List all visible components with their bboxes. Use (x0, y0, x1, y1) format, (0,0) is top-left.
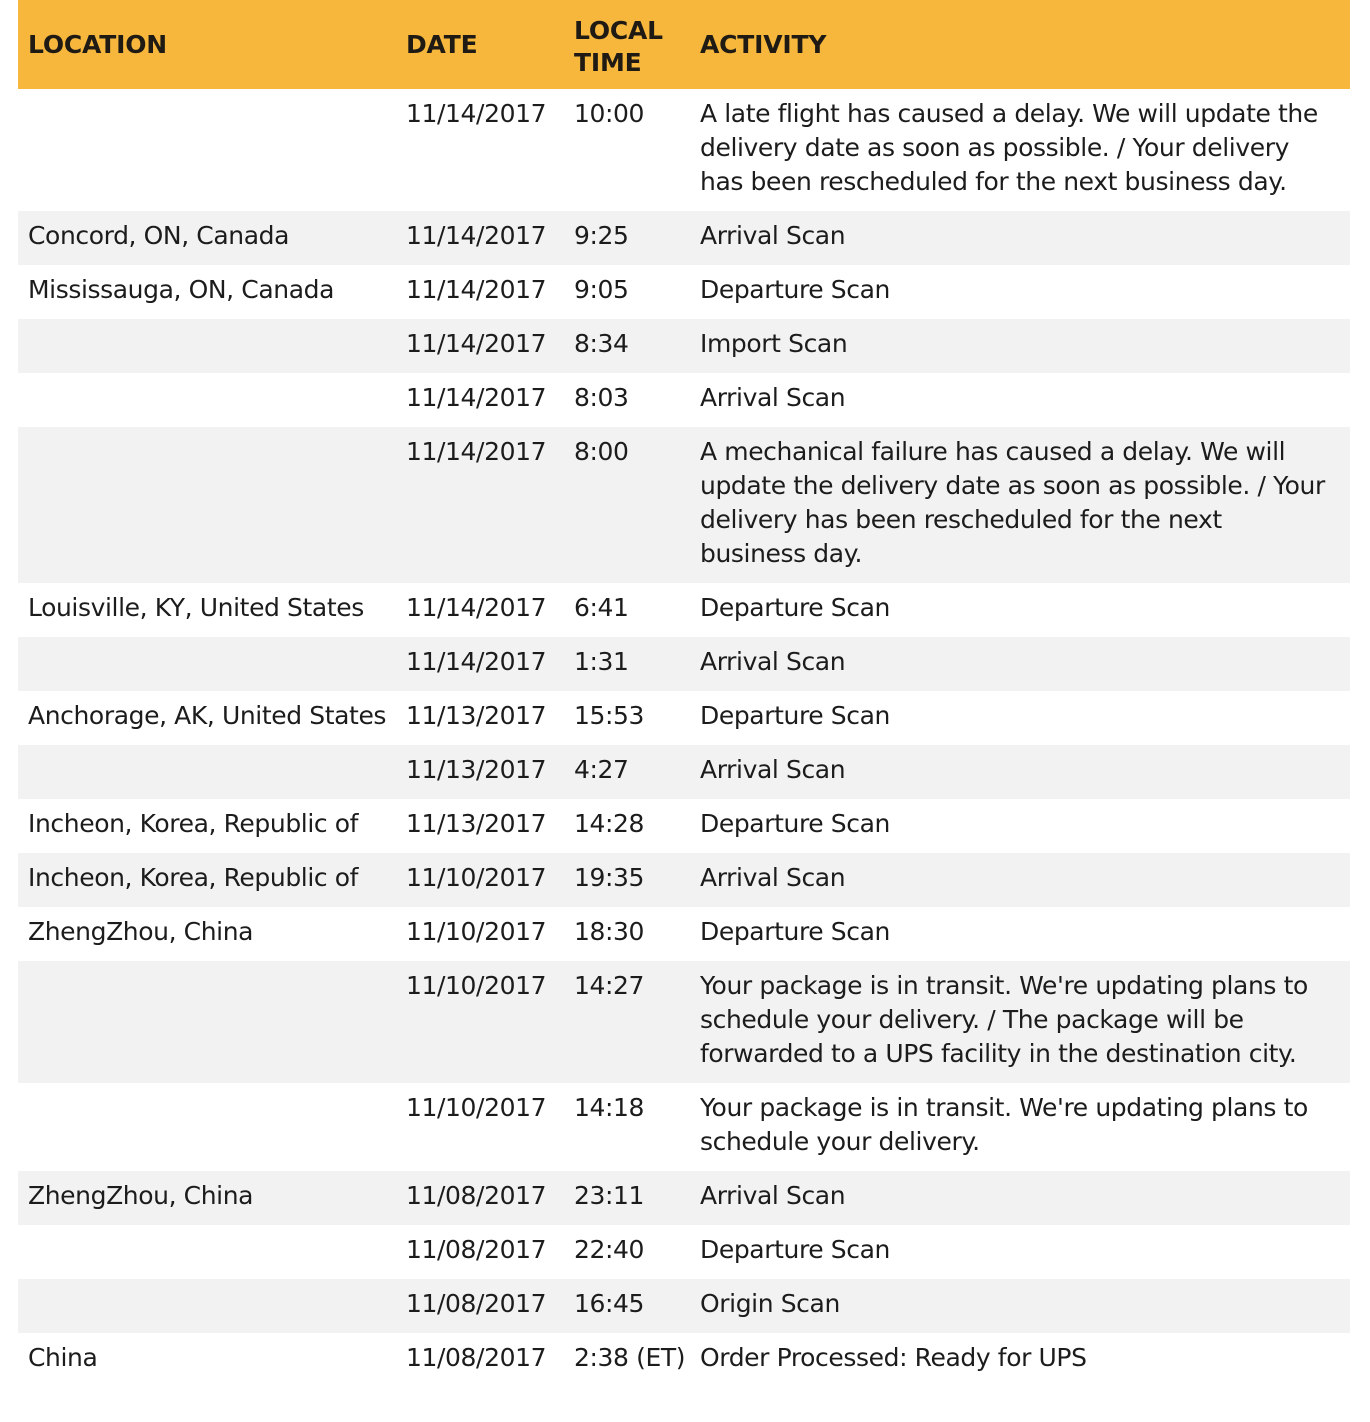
table-row (18, 1225, 1350, 1279)
location-cell (18, 373, 396, 427)
table-row (18, 907, 1350, 961)
date-cell: 11/14/2017 (406, 275, 547, 304)
location-cell: ZhengZhou, China (28, 1181, 254, 1210)
activity-cell: Import Scan (700, 329, 848, 358)
location-cell: Louisville, KY, United States (28, 593, 364, 622)
location-cell: Incheon, Korea, Republic of (28, 863, 359, 892)
local-time-cell: 1:31 (574, 647, 629, 676)
activity-cell: Arrival Scan (700, 221, 846, 250)
local-time-cell: 6:41 (574, 593, 629, 622)
table-row (18, 373, 1350, 427)
date-cell: 11/14/2017 (406, 593, 547, 622)
location-cell (18, 1225, 396, 1279)
location-cell (18, 745, 396, 799)
column-header-date: DATE (406, 29, 478, 59)
table-row (18, 211, 1350, 265)
local-time-cell: 14:28 (574, 809, 645, 838)
location-cell: ZhengZhou, China (28, 917, 254, 946)
date-cell: 11/14/2017 (406, 99, 547, 128)
column-header-local-time (564, 0, 690, 89)
local-time-cell: 22:40 (574, 1235, 645, 1264)
column-header-local-time-line2: TIME (574, 47, 642, 77)
local-time-cell: 15:53 (574, 701, 645, 730)
date-cell: 11/08/2017 (406, 1181, 547, 1210)
local-time-cell: 9:05 (574, 275, 629, 304)
table-row (18, 745, 1350, 799)
activity-cell: Departure Scan (700, 1235, 890, 1264)
activity-cell: Arrival Scan (700, 647, 846, 676)
local-time-cell: 19:35 (574, 863, 645, 892)
local-time-cell: 10:00 (574, 99, 645, 128)
activity-cell: Departure Scan (700, 593, 890, 622)
date-cell: 11/10/2017 (406, 1093, 547, 1122)
local-time-cell: 4:27 (574, 755, 629, 784)
activity-cell: Order Processed: Ready for UPS (700, 1343, 1087, 1372)
table-row (18, 853, 1350, 907)
local-time-cell: 8:00 (574, 437, 629, 466)
local-time-cell: 8:03 (574, 383, 629, 412)
table-row (18, 799, 1350, 853)
location-cell (18, 319, 396, 373)
local-time-cell: 2:38 (ET) (574, 1343, 686, 1372)
table-row (18, 319, 1350, 373)
shipment-progress-table (18, 0, 1350, 1387)
activity-cell: Your package is in transit. We're updating plans to schedule your delivery. (700, 1093, 1308, 1156)
date-cell: 11/13/2017 (406, 755, 547, 784)
activity-cell: Departure Scan (700, 275, 890, 304)
date-cell: 11/10/2017 (406, 863, 547, 892)
table-body (18, 89, 1350, 1387)
date-cell: 11/14/2017 (406, 329, 547, 358)
date-cell: 11/13/2017 (406, 809, 547, 838)
date-cell: 11/08/2017 (406, 1343, 547, 1372)
date-cell: 11/14/2017 (406, 221, 547, 250)
table-row (18, 637, 1350, 691)
location-cell: Incheon, Korea, Republic of (28, 809, 359, 838)
table-row (18, 427, 1350, 583)
location-cell: Concord, ON, Canada (28, 221, 290, 250)
activity-cell: Arrival Scan (700, 863, 846, 892)
location-cell (18, 89, 396, 211)
local-time-cell: 23:11 (574, 1181, 645, 1210)
table-row (18, 89, 1350, 211)
activity-cell: A mechanical failure has caused a delay. We will update the delivery date as soon as possible. / Your delivery has been rescheduled for the next business day. (700, 437, 1325, 568)
date-cell: 11/08/2017 (406, 1289, 547, 1318)
local-time-cell: 14:27 (574, 971, 645, 1000)
date-cell: 11/10/2017 (406, 917, 547, 946)
local-time-cell: 8:34 (574, 329, 629, 358)
location-cell: Anchorage, AK, United States (28, 701, 387, 730)
location-cell (18, 427, 396, 583)
column-header-local-time-line1: LOCAL (574, 15, 663, 45)
date-cell: 11/13/2017 (406, 701, 547, 730)
activity-cell: Departure Scan (700, 917, 890, 946)
activity-cell: Arrival Scan (700, 755, 846, 784)
location-cell: Mississauga, ON, Canada (28, 275, 335, 304)
table-row (18, 961, 1350, 1083)
table-row (18, 691, 1350, 745)
activity-cell: Arrival Scan (700, 383, 846, 412)
date-cell: 11/14/2017 (406, 383, 547, 412)
activity-cell: A late flight has caused a delay. We will update the delivery date as soon as possible. / Your delivery has been rescheduled for the next business day. (700, 99, 1318, 196)
location-cell: China (28, 1343, 98, 1372)
table-row (18, 583, 1350, 637)
activity-cell: Departure Scan (700, 809, 890, 838)
location-cell (18, 961, 396, 1083)
shipment-progress-table-container (18, 0, 1350, 1387)
table-row (18, 1083, 1350, 1171)
local-time-cell: 18:30 (574, 917, 645, 946)
location-cell (18, 1279, 396, 1333)
local-time-cell: 16:45 (574, 1289, 645, 1318)
table-row (18, 1171, 1350, 1225)
activity-cell: Your package is in transit. We're updating plans to schedule your delivery. / The package will be forwarded to a UPS facility in the destination city. (700, 971, 1308, 1068)
column-header-activity: ACTIVITY (700, 29, 827, 59)
activity-cell: Arrival Scan (700, 1181, 846, 1210)
column-header-location: LOCATION (28, 29, 167, 59)
activity-cell: Departure Scan (700, 701, 890, 730)
table-header-row (18, 0, 1350, 89)
table-row (18, 265, 1350, 319)
local-time-cell: 14:18 (574, 1093, 645, 1122)
activity-cell: Origin Scan (700, 1289, 840, 1318)
date-cell: 11/10/2017 (406, 971, 547, 1000)
date-cell: 11/08/2017 (406, 1235, 547, 1264)
table-row (18, 1279, 1350, 1333)
location-cell (18, 637, 396, 691)
date-cell: 11/14/2017 (406, 437, 547, 466)
table-row (18, 1333, 1350, 1387)
date-cell: 11/14/2017 (406, 647, 547, 676)
table-header (18, 0, 1350, 89)
location-cell (18, 1083, 396, 1171)
local-time-cell: 9:25 (574, 221, 629, 250)
